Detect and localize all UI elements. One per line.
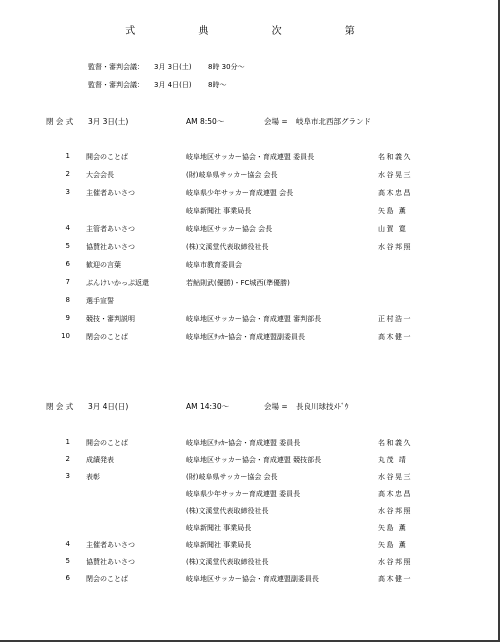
program-row — [0, 170, 500, 180]
program-row — [0, 557, 500, 567]
program-organization: (財)岐阜県サッカー協会 会長 — [186, 473, 278, 481]
program-item: 閉会のことば — [86, 333, 128, 341]
program-number: 10 — [61, 332, 70, 340]
program-number: 2 — [65, 170, 70, 178]
program-person: 矢島 薫 — [378, 207, 408, 215]
program-person: 高木忠昌 — [378, 490, 412, 498]
program-row — [0, 523, 500, 533]
program-person: 正村浩一 — [378, 315, 412, 323]
program-item: 開会のことば — [86, 153, 128, 161]
program-organization: (株)文溪堂代表取締役社長 — [186, 507, 269, 515]
program-row — [0, 224, 500, 234]
program-item: 主催者あいさつ — [86, 189, 135, 197]
program-row — [0, 188, 500, 198]
program-number: 6 — [65, 574, 70, 582]
program-organization: 岐阜地区サッカー協会・育成連盟 競技部長 — [186, 456, 322, 464]
program-person: 水谷晃三 — [378, 473, 412, 481]
program-organization: 岐阜市教育委員会 — [186, 261, 242, 269]
program-person: 水谷邦照 — [378, 243, 412, 251]
program-item: 開会のことば — [86, 439, 128, 447]
program-item: 歓迎の言葉 — [86, 261, 121, 269]
venue-name: 長良川球技ﾒﾄﾞｳ — [296, 402, 349, 411]
program-item: 主管者あいさつ — [86, 225, 135, 233]
program-row — [0, 438, 500, 448]
program-item: 主催者あいさつ — [86, 541, 135, 549]
program-item: 大会会長 — [86, 171, 114, 179]
program-row — [0, 278, 500, 288]
program-number: 5 — [65, 557, 70, 565]
ceremony-time: AM 8:50～ — [186, 117, 225, 126]
program-organization: 岐阜県少年サッカー育成連盟 委員長 — [186, 490, 301, 498]
program-item: 協賛社あいさつ — [86, 243, 135, 251]
ceremony-header — [46, 116, 486, 126]
program-person: 高木健一 — [378, 575, 412, 583]
program-person: 丸茂 靖 — [378, 456, 408, 464]
program-organization: 岐阜地区サッカー協会・育成連盟 審判部長 — [186, 315, 322, 323]
program-organization: 岐阜県少年サッカー育成連盟 会長 — [186, 189, 294, 197]
program-person: 矢島 薫 — [378, 524, 408, 532]
program-person: 名和義久 — [378, 439, 412, 447]
ceremony-date: 3月 3日(土) — [88, 117, 129, 126]
program-organization: 岐阜地区ｻｯｶｰ協会・育成連盟副委員長 — [186, 333, 305, 341]
ceremony-label: 閉 会 式 — [46, 402, 74, 411]
document-title: 式 典 次 第 — [125, 26, 385, 37]
ceremony-date: 3月 4日(日) — [88, 402, 129, 411]
program-organization: 岐阜地区サッカー協会 会長 — [186, 225, 273, 233]
program-item: 選手宣誓 — [86, 297, 114, 305]
program-row — [0, 506, 500, 516]
program-organization: 岐阜地区サッカー協会・育成連盟副委員長 — [186, 575, 319, 583]
program-row — [0, 472, 500, 482]
meeting-label: 監督・審判会議： — [88, 81, 144, 89]
meeting-time: 8時 30分～ — [208, 63, 245, 71]
program-number: 9 — [65, 314, 70, 322]
program-person: 名和義久 — [378, 153, 412, 161]
program-row — [0, 296, 500, 306]
program-number: 8 — [65, 296, 70, 304]
program-organization: 岐阜新聞社 事業局長 — [186, 524, 252, 532]
program-person: 山賀 寛 — [378, 225, 408, 233]
program-number: 4 — [65, 224, 70, 232]
program-row — [0, 540, 500, 550]
program-number: 6 — [65, 260, 70, 268]
program-item: 閉会のことば — [86, 575, 128, 583]
program-person: 高木忠昌 — [378, 189, 412, 197]
venue-name: 岐阜市北西部グランド — [296, 117, 371, 126]
program-organization: 岐阜地区サッカー協会・育成連盟 委員長 — [186, 153, 315, 161]
program-item: ぶんけいかっぷ返還 — [86, 279, 149, 287]
program-organization: 岐阜新聞社 事業局長 — [186, 207, 252, 215]
program-number: 7 — [65, 278, 70, 286]
ceremony-time: AM 14:30～ — [186, 402, 230, 411]
program-item: 成績発表 — [86, 456, 114, 464]
program-person: 高木健一 — [378, 333, 412, 341]
meeting-date: 3月 3日(土) — [154, 63, 192, 71]
program-row — [0, 489, 500, 499]
program-row — [0, 314, 500, 324]
program-row — [0, 152, 500, 162]
meeting-date: 3月 4日(日) — [154, 81, 192, 89]
program-organization: 若鮎則武(優勝)・FC城西(準優勝) — [186, 279, 290, 287]
program-number: 1 — [65, 438, 70, 446]
venue-label: 会場 = — [264, 402, 288, 411]
program-person: 水谷晃三 — [378, 171, 412, 179]
program-row — [0, 332, 500, 342]
program-row — [0, 242, 500, 252]
program-organization: (株)文溪堂代表取締役社長 — [186, 243, 269, 251]
program-person: 矢島 薫 — [378, 541, 408, 549]
program-number: 4 — [65, 540, 70, 548]
program-person: 水谷邦照 — [378, 507, 412, 515]
program-organization: 岐阜新聞社 事業局長 — [186, 541, 252, 549]
program-number: 5 — [65, 242, 70, 250]
program-row — [0, 260, 500, 270]
program-row — [0, 574, 500, 584]
program-row — [0, 455, 500, 465]
program-number: 2 — [65, 455, 70, 463]
ceremony-header — [46, 401, 486, 411]
program-row — [0, 206, 500, 216]
program-item: 競技・審判説明 — [86, 315, 135, 323]
meeting-time: 8時～ — [208, 81, 227, 89]
program-organization: (財)岐阜県サッカー協会 会長 — [186, 171, 278, 179]
program-number: 1 — [65, 152, 70, 160]
ceremony-label: 閉 会 式 — [46, 117, 74, 126]
program-person: 水谷邦照 — [378, 558, 412, 566]
program-organization: 岐阜地区ｻｯｶｰ協会・育成連盟 委員長 — [186, 439, 301, 447]
venue-label: 会場 = — [264, 117, 288, 126]
program-item: 協賛社あいさつ — [86, 558, 135, 566]
program-number: 3 — [65, 188, 70, 196]
program-item: 表彰 — [86, 473, 100, 481]
program-organization: (株)文溪堂代表取締役社長 — [186, 558, 269, 566]
program-number: 3 — [65, 472, 70, 480]
meeting-label: 監督・審判会議： — [88, 63, 144, 71]
